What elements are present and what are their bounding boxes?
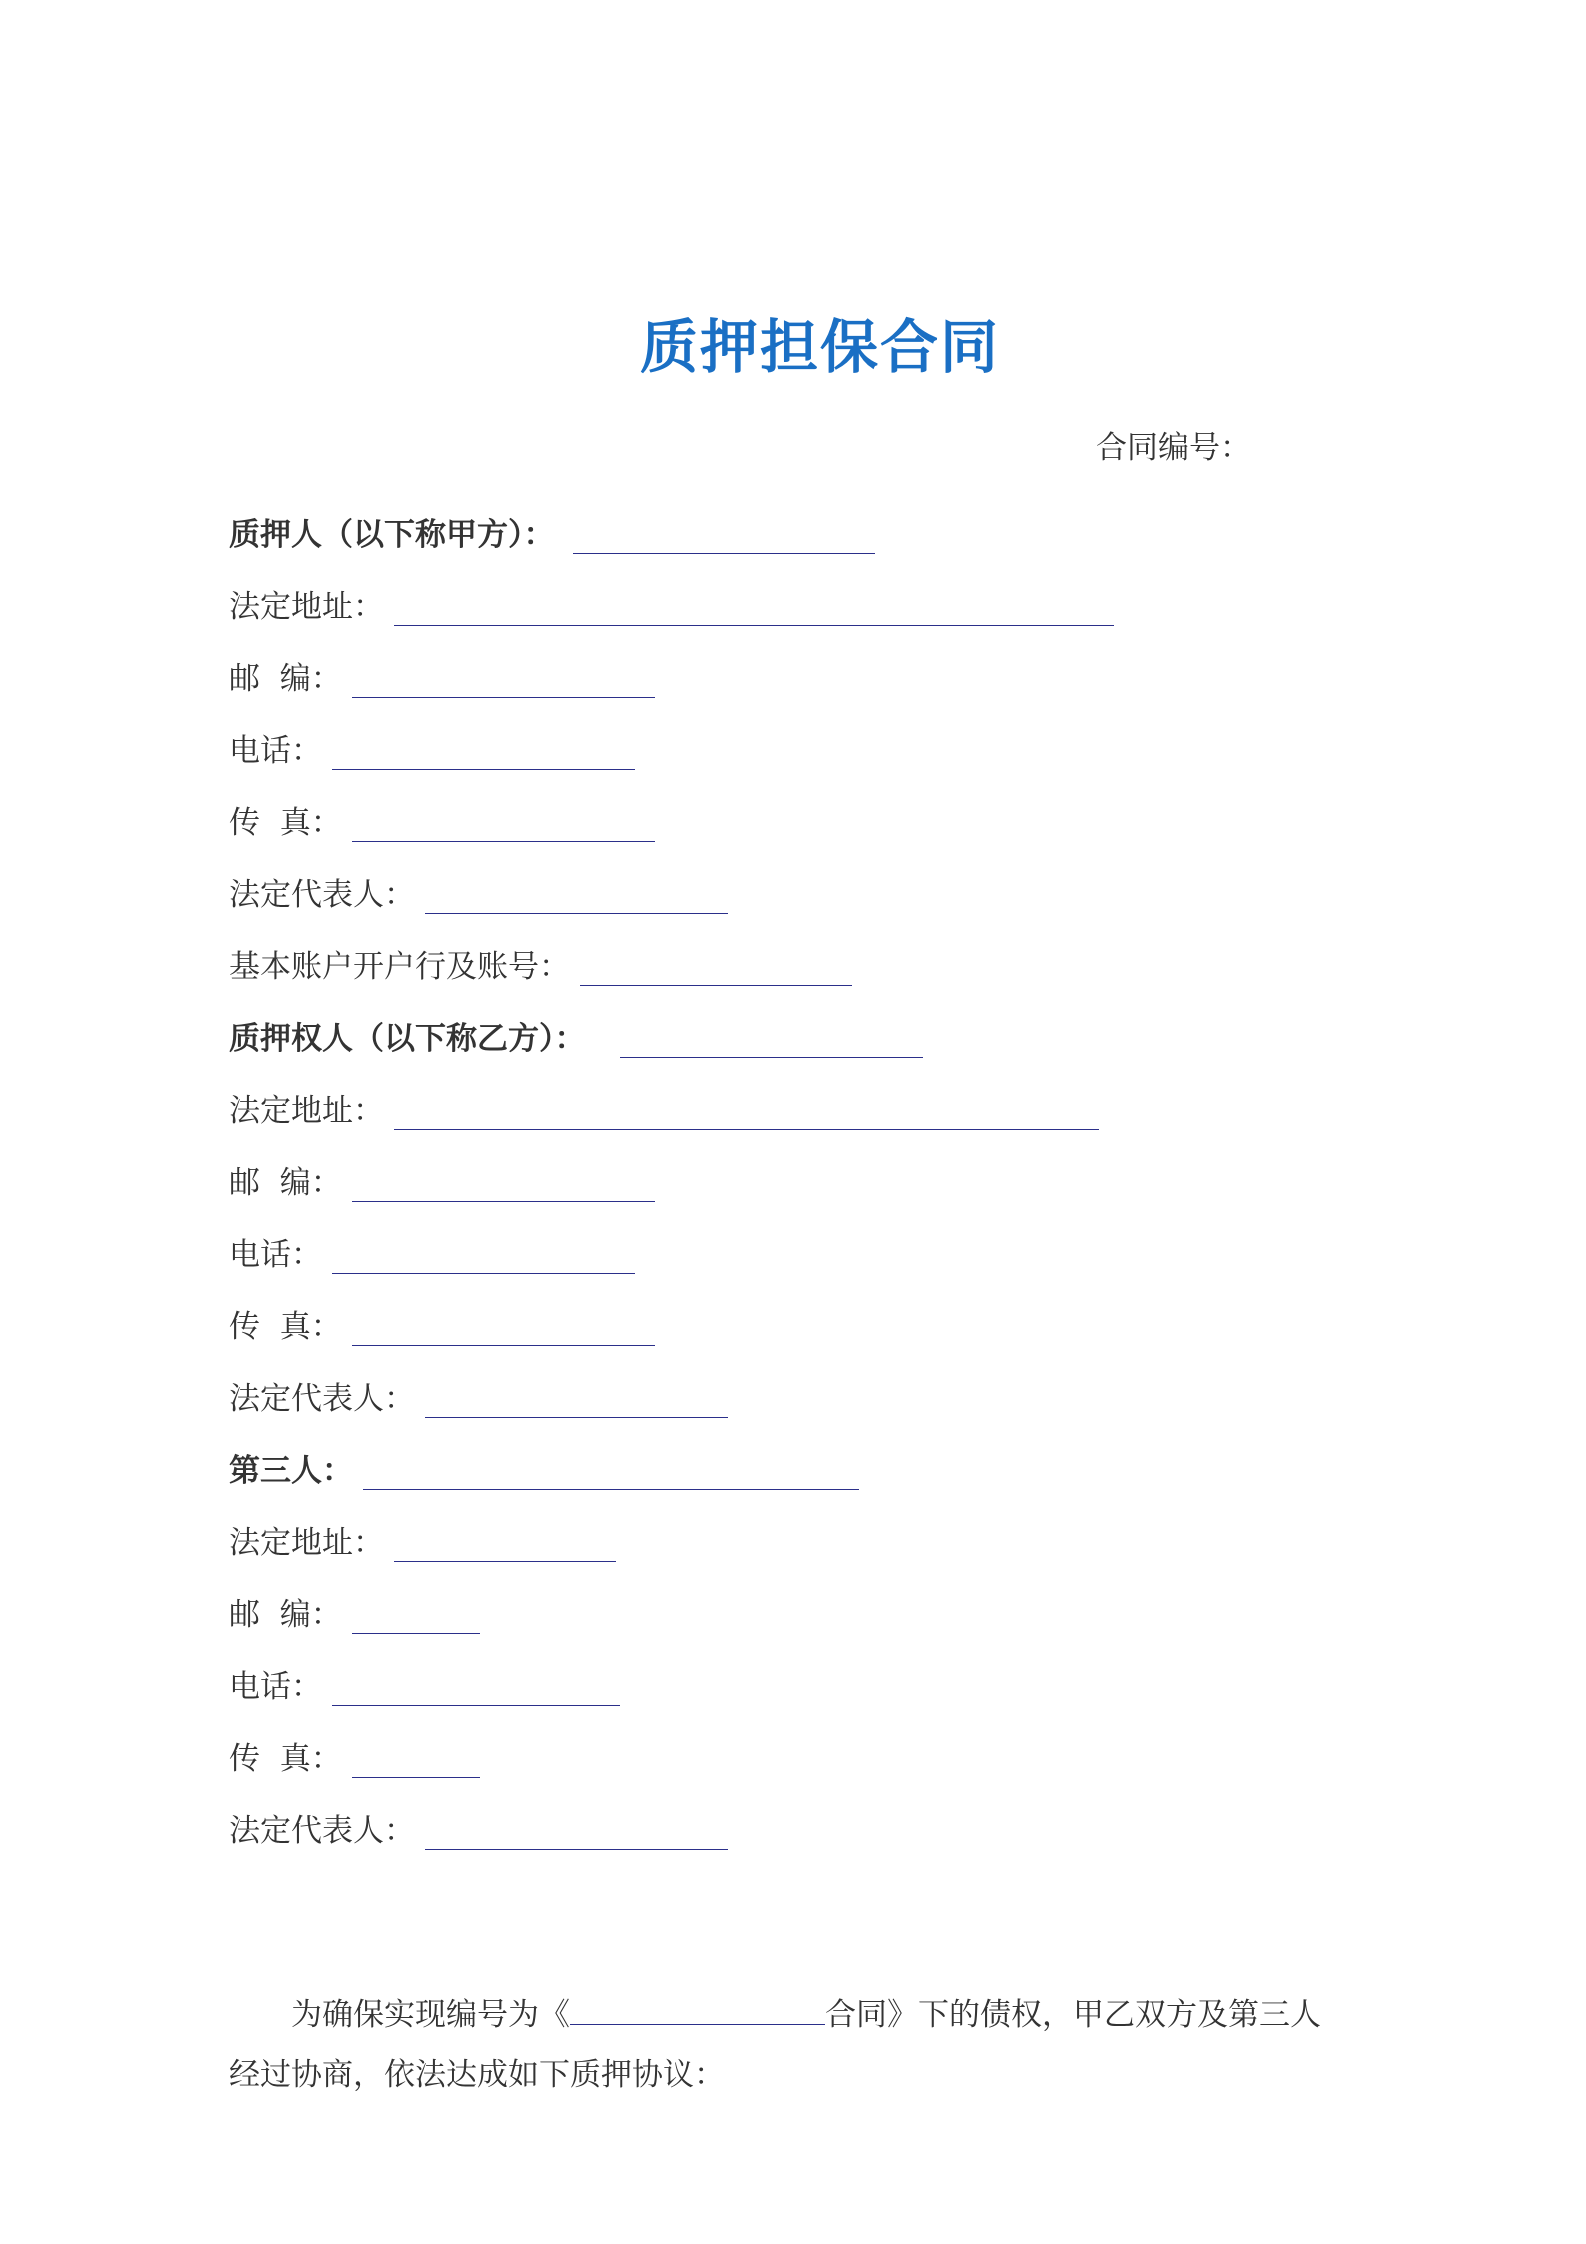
- pledgor-phone-field: [229, 722, 635, 770]
- pledgor-legal-rep-blank[interactable]: [425, 883, 728, 914]
- pledgee-phone-label: 电话：: [229, 1237, 322, 1273]
- third-party-address-label: 法定地址：: [229, 1525, 384, 1561]
- pledgee-postcode-blank[interactable]: [352, 1171, 655, 1202]
- pledgor-phone-blank[interactable]: [332, 739, 635, 770]
- intro-text-part2: 合同》下的债权，甲乙双方及第三人: [825, 1997, 1321, 2033]
- intro-line-2: 经过协商，依法达成如下质押协议：: [229, 2057, 725, 2093]
- intro-paragraph: [229, 1985, 1359, 2105]
- pledgor-legal-rep-field: [229, 866, 728, 914]
- pledgee-address-label: 法定地址：: [229, 1093, 384, 1129]
- pledgor-phone-label: 电话：: [229, 733, 322, 769]
- pledgee-legal-rep-blank[interactable]: [425, 1387, 728, 1418]
- third-party-fax-label: 传 真：: [229, 1741, 342, 1777]
- pledgee-phone-field: [229, 1226, 635, 1274]
- third-party-address-field: [229, 1514, 616, 1562]
- pledgee-postcode-label: 邮 编：: [229, 1165, 342, 1201]
- third-party-phone-label: 电话：: [229, 1669, 322, 1705]
- pledgor-bank-account-label: 基本账户开户行及账号：: [229, 949, 570, 985]
- pledgor-fax-blank[interactable]: [352, 811, 655, 842]
- pledgee-fax-blank[interactable]: [352, 1315, 655, 1346]
- pledgee-legal-rep-field: [229, 1370, 728, 1418]
- pledgor-fax-field: [229, 794, 655, 842]
- pledgee-fax-field: [229, 1298, 655, 1346]
- third-party-fax-field: [229, 1730, 480, 1778]
- pledgee-fax-label: 传 真：: [229, 1309, 342, 1345]
- intro-text-part1: 为确保实现编号为《: [291, 1997, 570, 2033]
- pledgor-bank-account-field: [229, 938, 852, 986]
- pledgor-address-field: [229, 578, 1114, 626]
- third-party-phone-field: [229, 1658, 620, 1706]
- pledgor-address-label: 法定地址：: [229, 589, 384, 625]
- intro-line-1: [229, 1985, 1359, 2045]
- third-party-heading: 第三人：: [229, 1453, 353, 1489]
- pledgor-fax-label: 传 真：: [229, 805, 342, 841]
- pledgor-heading: 质押人（以下称甲方）：: [229, 517, 555, 553]
- pledgor-bank-account-blank[interactable]: [580, 955, 852, 986]
- third-party-name-blank[interactable]: [363, 1459, 859, 1490]
- third-party-postcode-blank[interactable]: [352, 1603, 480, 1634]
- third-party-address-blank[interactable]: [394, 1531, 616, 1562]
- pledgor-legal-rep-label: 法定代表人：: [229, 877, 415, 913]
- pledgee-heading-field: [229, 1010, 923, 1058]
- pledgee-heading: 质押权人（以下称乙方）：: [229, 1021, 586, 1057]
- third-party-legal-rep-label: 法定代表人：: [229, 1813, 415, 1849]
- third-party-legal-rep-blank[interactable]: [425, 1819, 728, 1850]
- pledgee-address-field: [229, 1082, 1099, 1130]
- third-party-postcode-field: [229, 1586, 480, 1634]
- pledgor-postcode-field: [229, 650, 655, 698]
- third-party-phone-blank[interactable]: [332, 1675, 620, 1706]
- pledgee-postcode-field: [229, 1154, 655, 1202]
- third-party-heading-field: [229, 1442, 859, 1490]
- contract-number-label: 合同编号：: [1096, 430, 1251, 466]
- pledgor-postcode-label: 邮 编：: [229, 661, 342, 697]
- document-title: 质押担保合同: [639, 313, 1000, 381]
- third-party-fax-blank[interactable]: [352, 1747, 480, 1778]
- pledgee-name-blank[interactable]: [620, 1027, 923, 1058]
- pledgor-address-blank[interactable]: [394, 595, 1114, 626]
- pledgee-phone-blank[interactable]: [332, 1243, 635, 1274]
- pledgee-legal-rep-label: 法定代表人：: [229, 1381, 415, 1417]
- contract-number-blank[interactable]: [570, 1996, 825, 2025]
- pledgor-heading-field: [229, 506, 875, 554]
- third-party-legal-rep-field: [229, 1802, 728, 1850]
- pledgor-postcode-blank[interactable]: [352, 667, 655, 698]
- pledgee-address-blank[interactable]: [394, 1099, 1099, 1130]
- third-party-postcode-label: 邮 编：: [229, 1597, 342, 1633]
- pledgor-name-blank[interactable]: [573, 523, 875, 554]
